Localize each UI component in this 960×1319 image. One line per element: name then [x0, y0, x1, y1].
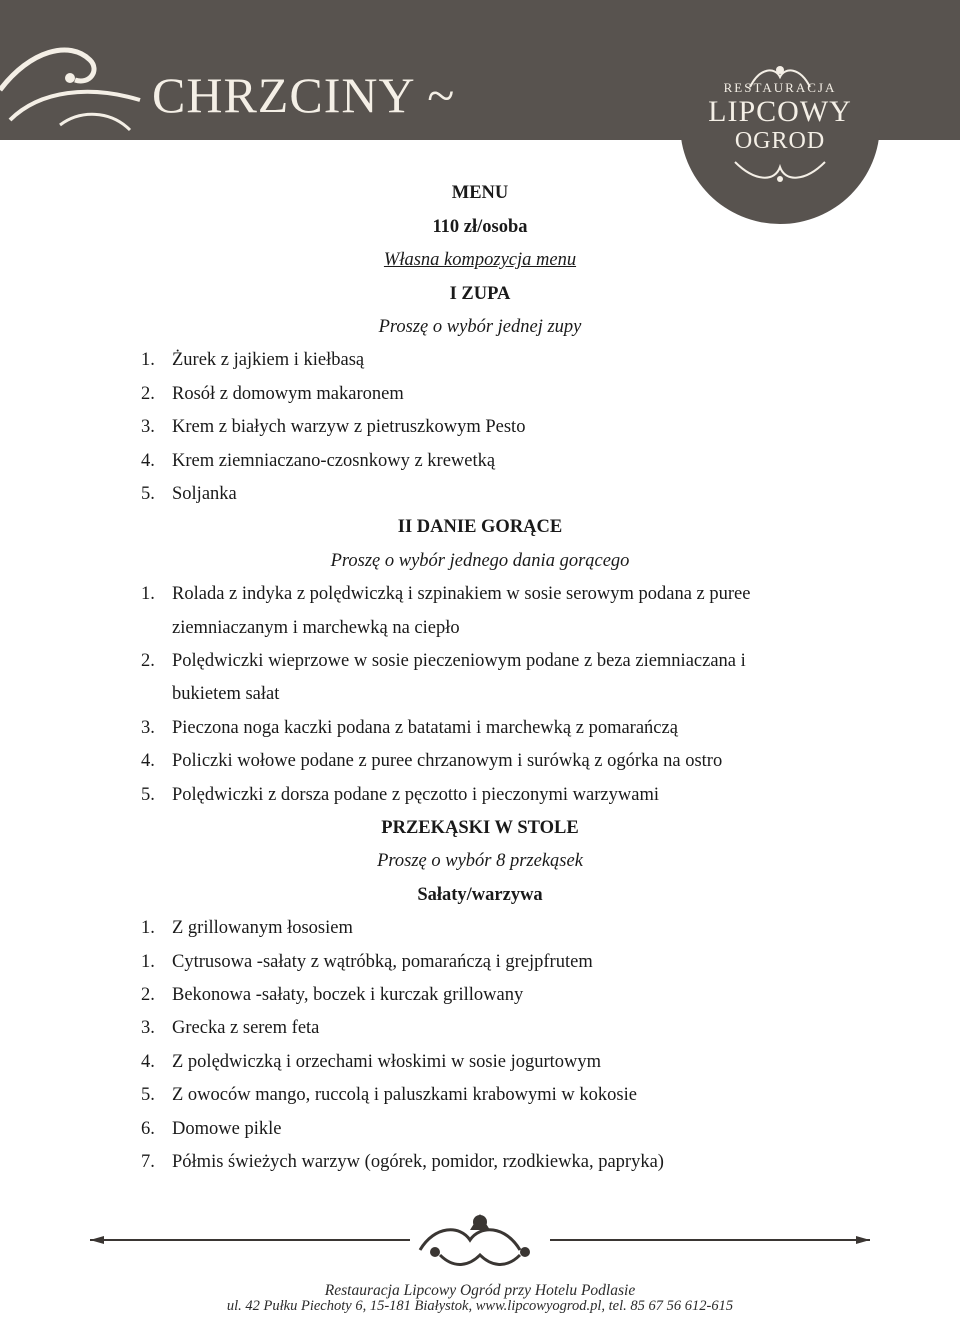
starters-heading: PRZEKĄSKI W STOLE	[381, 818, 579, 838]
logo-caption: RESTAURACJA	[723, 80, 837, 95]
list-item: 1. Z grillowanym łososiem	[141, 918, 353, 938]
footer-name: Restauracja Lipcowy Ogród przy Hotelu Podlasie	[324, 1282, 636, 1299]
list-item: 3. Krem z białych warzyw z pietruszkowym Pesto	[141, 417, 526, 437]
list-item: 5. Soljanka	[141, 484, 237, 504]
menu-title: MENU	[451, 183, 509, 203]
soup-note: Proszę o wybór jednej zupy	[378, 317, 582, 337]
list-item: 4. Z polędwiczką i orzechami włoskimi w sosie jogurtowym	[141, 1052, 602, 1072]
list-item-continuation: bukietem sałat	[172, 684, 280, 704]
menu-price: 110 zł/osoba	[432, 217, 528, 237]
starters-subheading: Sałaty/warzywa	[417, 885, 543, 905]
page-title: CHRZCINY ~	[152, 67, 456, 123]
list-item: 5. Z owoców mango, ruccolą i paluszkami krabowymi w kokosie	[141, 1085, 637, 1105]
list-item: 4. Krem ziemniaczano-czosnkowy z krewetką	[141, 451, 496, 471]
list-item: 7. Półmis świeżych warzyw (ogórek, pomidor, rzodkiewka, papryka)	[141, 1152, 664, 1172]
list-item: 1. Cytrusowa -sałaty z wątróbką, pomarańczą i grejpfrutem	[141, 952, 593, 972]
list-item-continuation: ziemniaczanym i marchewką na ciepło	[172, 618, 460, 638]
list-item: 1. Żurek z jajkiem i kiełbasą	[141, 350, 365, 370]
list-item: 5. Polędwiczki z dorsza podane z pęczotto i pieczonymi warzywami	[141, 785, 659, 805]
starters-note: Proszę o wybór 8 przekąsek	[377, 851, 583, 871]
list-item: 3. Pieczona noga kaczki podana z batatami i marchewką z pomarańczą	[141, 718, 678, 738]
list-item: 2. Bekonowa -sałaty, boczek i kurczak grillowany	[141, 985, 524, 1005]
swirl-ornament-icon	[0, 30, 150, 140]
menu-subtitle: Własna kompozycja menu	[383, 250, 577, 270]
list-item: 3. Grecka z serem feta	[141, 1018, 320, 1038]
logo-name-line1: LIPCOWY	[708, 95, 852, 128]
main-note: Proszę o wybór jednego dania gorącego	[330, 551, 630, 571]
footer-ornament-icon	[90, 1210, 870, 1280]
soup-heading: I ZUPA	[449, 284, 511, 304]
list-item: 1. Rolada z indyka z polędwiczką i szpinakiem w sosie serowym podana z puree	[141, 584, 751, 604]
list-item: 2. Polędwiczki wieprzowe w sosie pieczeniowym podane z beza ziemniaczana i	[141, 651, 746, 671]
list-item: 4. Policzki wołowe podane z puree chrzanowym i surówką z ogórka na ostro	[141, 751, 723, 771]
list-item: 6. Domowe pikle	[141, 1119, 282, 1139]
list-item: 2. Rosół z domowym makaronem	[141, 384, 404, 404]
main-heading: II DANIE GORĄCE	[397, 517, 563, 537]
logo-name-line2: OGROD	[734, 128, 826, 154]
footer-address: ul. 42 Pułku Piechoty 6, 15-181 Białystok, www.lipcowyogrod.pl, tel. 85 67 56 612-615	[226, 1298, 734, 1314]
